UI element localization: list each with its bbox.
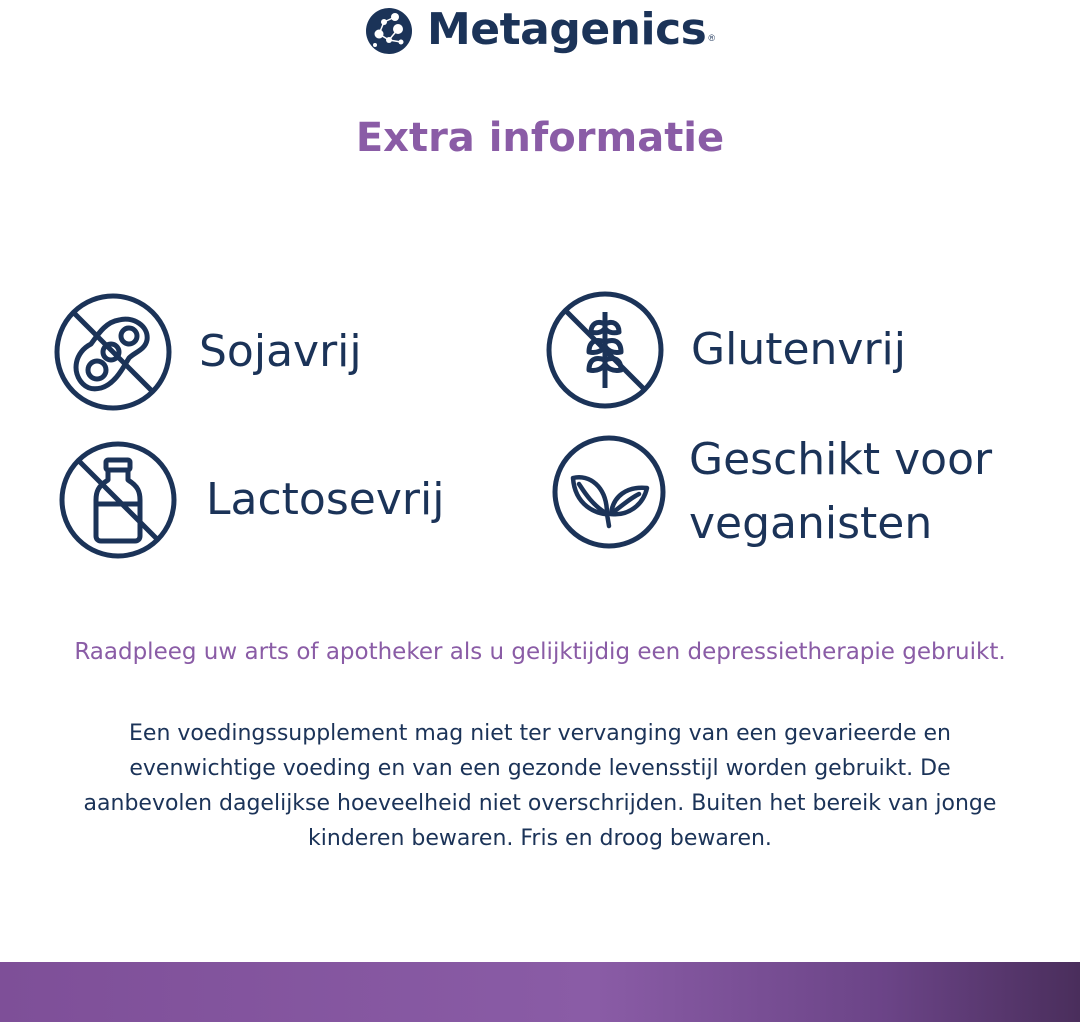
bottom-bar (0, 962, 1080, 1022)
warning-text: Raadpleeg uw arts of apotheker als u gelijktijdig een depressietherapie gebruikt. (74, 639, 1006, 665)
disclaimer-text: Een voedingssupplement mag niet ter vervanging van een gevarieerde en evenwichtige voeding en van een gezonde levensstijl worden gebruikt. De aanbevolen dagelijkse hoeveelheid niet overschrijden. Buiten het bereik van jonge kinderen bewaren. Fris en droog bewaren. (83, 721, 997, 851)
registered-mark: ® (708, 33, 715, 43)
no-soy-icon (53, 292, 173, 412)
vegan-leaf-icon (551, 434, 667, 550)
feature-gluten-free (545, 290, 906, 410)
no-lactose-icon (58, 440, 178, 560)
page-title: Extra informatie (355, 115, 725, 161)
feature-label: Sojavrij (199, 326, 362, 377)
feature-label-line2: veganisten (689, 498, 933, 549)
no-gluten-icon (545, 290, 665, 410)
feature-label (689, 428, 1029, 556)
brand-logo (0, 0, 1080, 56)
molecule-logo-icon (365, 7, 413, 55)
feature-label-line1: Geschikt voor (689, 434, 993, 485)
feature-soy-free (53, 292, 362, 412)
feature-label: Lactosevrij (206, 474, 445, 525)
brand-name: Metagenics (426, 4, 707, 55)
feature-lactose-free (58, 440, 444, 560)
feature-vegan (551, 428, 1029, 556)
feature-label: Glutenvrij (691, 324, 906, 375)
